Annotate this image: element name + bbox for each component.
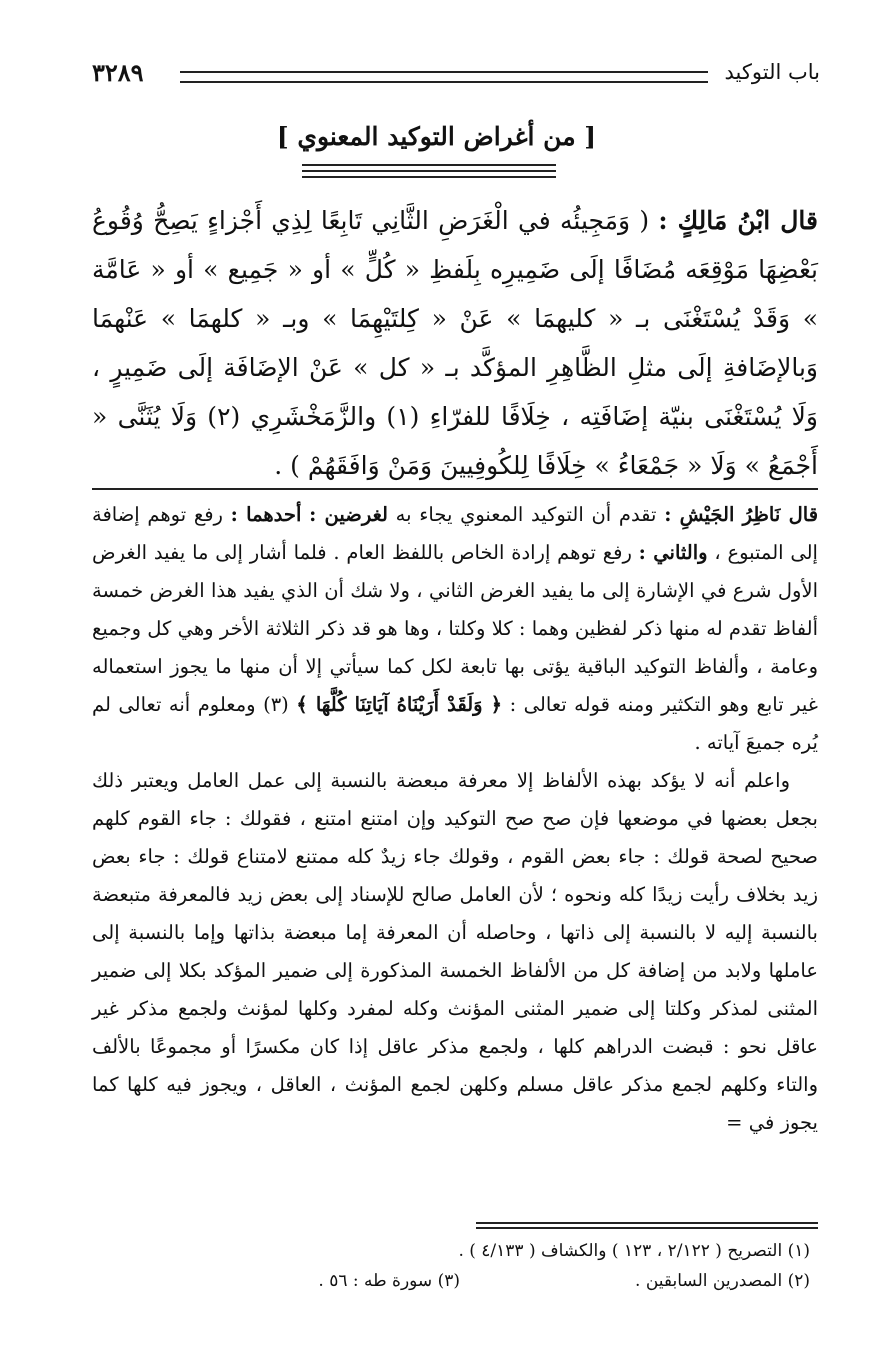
footnote-3: (٣) سورة طه : ٥٦ . — [318, 1271, 460, 1291]
commentary-paragraph-1 — [92, 496, 818, 762]
footnote-2: (٢) المصدرين السابقين . — [635, 1271, 810, 1291]
footnotes — [92, 1236, 810, 1296]
commentary-bold-e: والثاني : — [638, 541, 708, 564]
commentary-bold-b: لغرضين : — [309, 503, 388, 526]
quran-verse: ﴿ وَلَقَدْ أَرَيْنَاهُ آيَاتِنَا كُلَّهَا ﴾ — [296, 693, 503, 716]
separator-rule — [92, 488, 818, 490]
commentary-paragraph-2: واعلم أنه لا يؤكد بهذه الألفاظ إلا معرفة مبعضة بالنسبة إلى عمل العامل ويعتبر ذلك بجعل بعضها في موضعها فإن صح صح التوكيد وإن امتنع امتنع ، فقولك : جاء القوم كلهم صحيح لصحة قولك : جاء بعض القوم ، وقولك جاء زيدٌ كله ممتنع لامتناع قولك : جاء بعض زيد بخلاف رأيت زيدًا كله ونحوه ؛ لأن العامل صالح للإسناد إلى بعض زيد فالمعرفة متبعضة بالنسبة إليه لا بالنسبة إلى ذاتها ، وحاصله أن المعرفة إما مبعضة بذاتها وإما بالنسبة إلى عاملها ولابد من إضافة كل من الألفاظ الخمسة المذكورة إلى ضمير المؤكد بكلا إلى ضمير المثنى لمذكر وكلتا إلى ضمير المثنى المؤنث وكله لمفرد وكلها لمؤنث ولجمع مذكر غير عاقل نحو : قبضت الدراهم كلها ، ولجمع مذكر عاقل إذا كان مكسرًا أو مجموعًا بالألف والتاء وكلهم لجمع مذكر عاقل مسلم وكلهن لجمع المؤنث ، العاقل ، ويجوز فيه كلها كما يجوز في = — [92, 769, 818, 1134]
footnote-1: (١) التصريح ( ٢/١٢٢ ، ١٢٣ ) والكشاف ( ٤/١٣٣ ) . — [458, 1241, 810, 1261]
footnote-rules — [476, 1222, 818, 1232]
page-number: ٣٢٨٩ — [92, 58, 144, 87]
title-underline-rules — [302, 164, 556, 182]
running-header — [92, 58, 820, 98]
section-title: [ من أغراض التوكيد المعنوي ] — [276, 122, 597, 151]
commentary-text — [92, 496, 818, 1142]
commentary-text-g: (٣) ومعلوم أنه تعالى لم يُره جميعَ آياته . — [92, 693, 818, 754]
commentary-text-f: رفع توهم إرادة الخاص باللفظ العام . فلما أشار إلى ما يفيد الغرض الأول شرع في الإشارة إلى ما يفيد الغرض الثاني ، ولا شك أن الذي يفيد هذا الغرض خمسة ألفاظ تقدم له منها ذكر لفظين وهما : كلا وكلتا ، وها هو قد ذكر الثلاثة الأخر وهي كل وجميع وعامة ، وألفاظ التوكيد الباقية يؤتى بها تابعة لكل كما سيأتي إلا أن منها ما يجوز استعماله غير تابع وهو التكثير ومنه قوله تعالى : — [92, 541, 818, 716]
commentary-text-a: تقدم أن التوكيد المعنوي يجاء به — [395, 503, 657, 526]
matn-lead: قال ابْنُ مَالِكٍ : — [658, 206, 818, 235]
commentary-lead: قال نَاظِرُ الجَيْشِ : — [664, 503, 819, 526]
chapter-title: باب التوكيد — [724, 60, 820, 84]
matn-body: ( وَمَجِيئُه في الْغَرَضِ الثَّانِي تَابِعًا لِذِي أَجْزاءٍ يَصِحُّ وُقُوعُ بَعْضِهَا مَوْقِعَه مُضَافًا إلَى ضَمِيرِه بِلَفظِ « كُلٍّ » أو « جَمِيع » أو « عَامَّة » وَقَدْ يُسْتَغْنَى بـ « كليهمَا » عَنْ « كِلتَيْهِمَا » وبـ « كلهمَا » عَنْهمَا وَبالإضَافةِ إلَى مثلِ الظَّاهِرِ المؤكَّد بـ « كل » عَنْ الإضَافَة إلَى ضَمِيرٍ ، وَلَا يُسْتَغْنَى بنيّة إضَافَتِه ، خِلَافًا للفرّاءِ (١) والزَّمَخْشَرِي (٢) وَلَا يُثَنَّى « أَجْمَعُ » وَلَا « جَمْعَاءُ » خِلَافًا لِلكُوفِيينَ وَمَنْ وَافَقَهُمْ ) . — [92, 206, 819, 480]
matn-text — [92, 196, 818, 490]
commentary-text-d: رفع توهم إضافة إلى المتبوع ، — [92, 503, 818, 564]
header-double-rule — [180, 71, 708, 83]
commentary-bold-c: أحدهما : — [230, 503, 302, 526]
